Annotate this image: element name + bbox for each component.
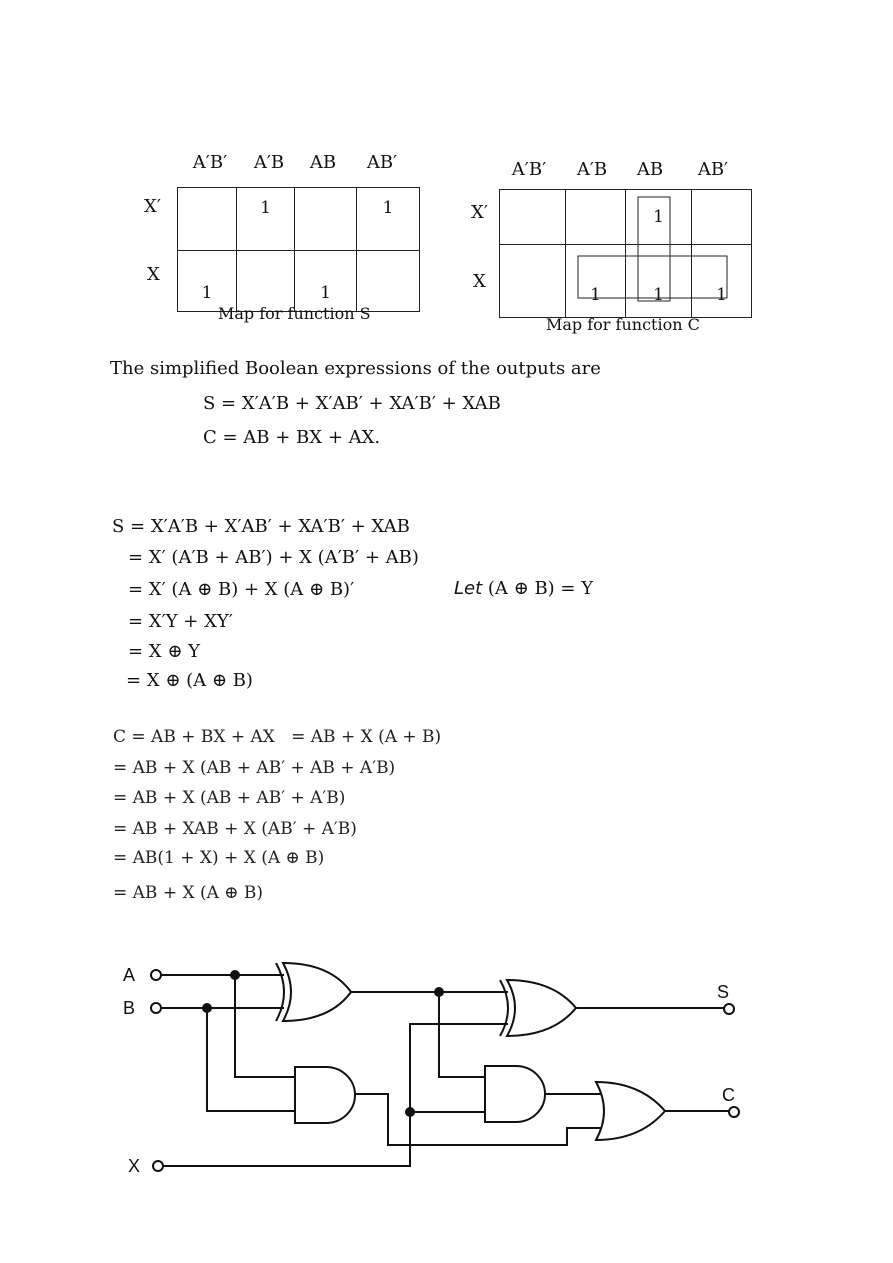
output-c-label: C [722, 1085, 735, 1105]
derivation-c-line: = AB + X (AB + AB′ + AB + A′B) [113, 758, 396, 778]
output-s-terminal [724, 1004, 734, 1014]
input-x-label: X [128, 1156, 141, 1176]
output-s-label: S [717, 982, 730, 1002]
derivation-c-line: = AB + XAB + X (AB′ + A′B) [113, 819, 357, 839]
let-word: Let [454, 578, 483, 599]
kmap-c-col-header: AB′ [697, 159, 729, 180]
derivation-s-line: = X′ (A′B + AB′) + X (A′B′ + AB) [128, 547, 419, 568]
junction-dot [434, 987, 444, 997]
or-gate [596, 1082, 665, 1140]
kmap-s-col-header: AB [309, 152, 337, 173]
input-x-terminal [153, 1161, 163, 1171]
xor-gate-2 [500, 980, 576, 1036]
kmap-s-col-header: AB′ [366, 152, 398, 173]
xor-gate-1 [276, 963, 351, 1021]
kmap-c-cell: 1 [692, 245, 752, 318]
and-gate-2 [485, 1066, 545, 1122]
derivation-s-line: = X ⊕ Y [128, 641, 201, 662]
junction-dot [202, 1003, 212, 1013]
input-a-label: A [123, 965, 136, 985]
derivation-s-line: S = X′A′B + X′AB′ + XA′B′ + XAB [112, 516, 410, 537]
derivation-c-line: = AB + X (AB + AB′ + A′B) [113, 788, 346, 808]
kmap-s-row-header: X [147, 264, 160, 285]
derivation-c-line: = AB(1 + X) + X (A ⊕ B) [113, 848, 325, 868]
kmap-s-cell: 1 [295, 251, 357, 312]
simplified-c: C = AB + BX + AX. [203, 427, 381, 448]
kmap-c-row-header: X [473, 271, 486, 292]
kmap-s-cell: 1 [357, 188, 420, 251]
wire-xor1-to-and2 [439, 992, 485, 1077]
kmap-c-col-header: AB [636, 159, 664, 180]
kmap-s-cell: 1 [237, 188, 295, 251]
wire-b-to-and1 [207, 1008, 295, 1111]
kmap-c-cell: 1 [566, 245, 626, 318]
kmap-c-cell: 1 [626, 245, 692, 318]
kmap-c-caption: Map for function C [546, 315, 700, 334]
kmap-c-cell: 1 [626, 190, 692, 245]
derivation-s-line: = X′Y + XY′ [128, 611, 233, 632]
kmap-s-caption: Map for function S [218, 304, 371, 323]
simplified-s: S = X′A′B + X′AB′ + XA′B′ + XAB [203, 393, 501, 414]
wire-and1-to-or [355, 1094, 601, 1145]
junction-dot [230, 970, 240, 980]
derivation-c-line: C = AB + BX + AX = AB + X (A + B) [113, 727, 442, 747]
kmap-c-row-header: X′ [471, 202, 488, 223]
derivation-s-line: = X′ (A ⊕ B) + X (A ⊕ B)′ [128, 579, 355, 600]
derivation-c-line: = AB + X (A ⊕ B) [113, 883, 264, 903]
kmap-c-col-header: A′B′ [511, 159, 547, 180]
intro-text: The simplified Boolean expressions of the outputs are [110, 358, 601, 379]
let-expr: (A ⊕ B) = Y [487, 578, 594, 599]
kmap-s-cell: 1 [178, 251, 237, 312]
kmap-s-row-header: X′ [144, 196, 161, 217]
and-gate-1 [295, 1067, 355, 1123]
kmap-s-col-header: A′B′ [192, 152, 228, 173]
wire-a-to-and1 [235, 975, 295, 1077]
input-b-label: B [123, 998, 136, 1018]
input-a-terminal [151, 970, 161, 980]
output-c-terminal [729, 1107, 739, 1117]
kmap-s-col-header: A′B [253, 152, 285, 173]
input-b-terminal [151, 1003, 161, 1013]
derivation-s-line: = X ⊕ (A ⊕ B) [126, 670, 253, 691]
junction-dot [405, 1107, 415, 1117]
kmap-c-col-header: A′B [576, 159, 608, 180]
